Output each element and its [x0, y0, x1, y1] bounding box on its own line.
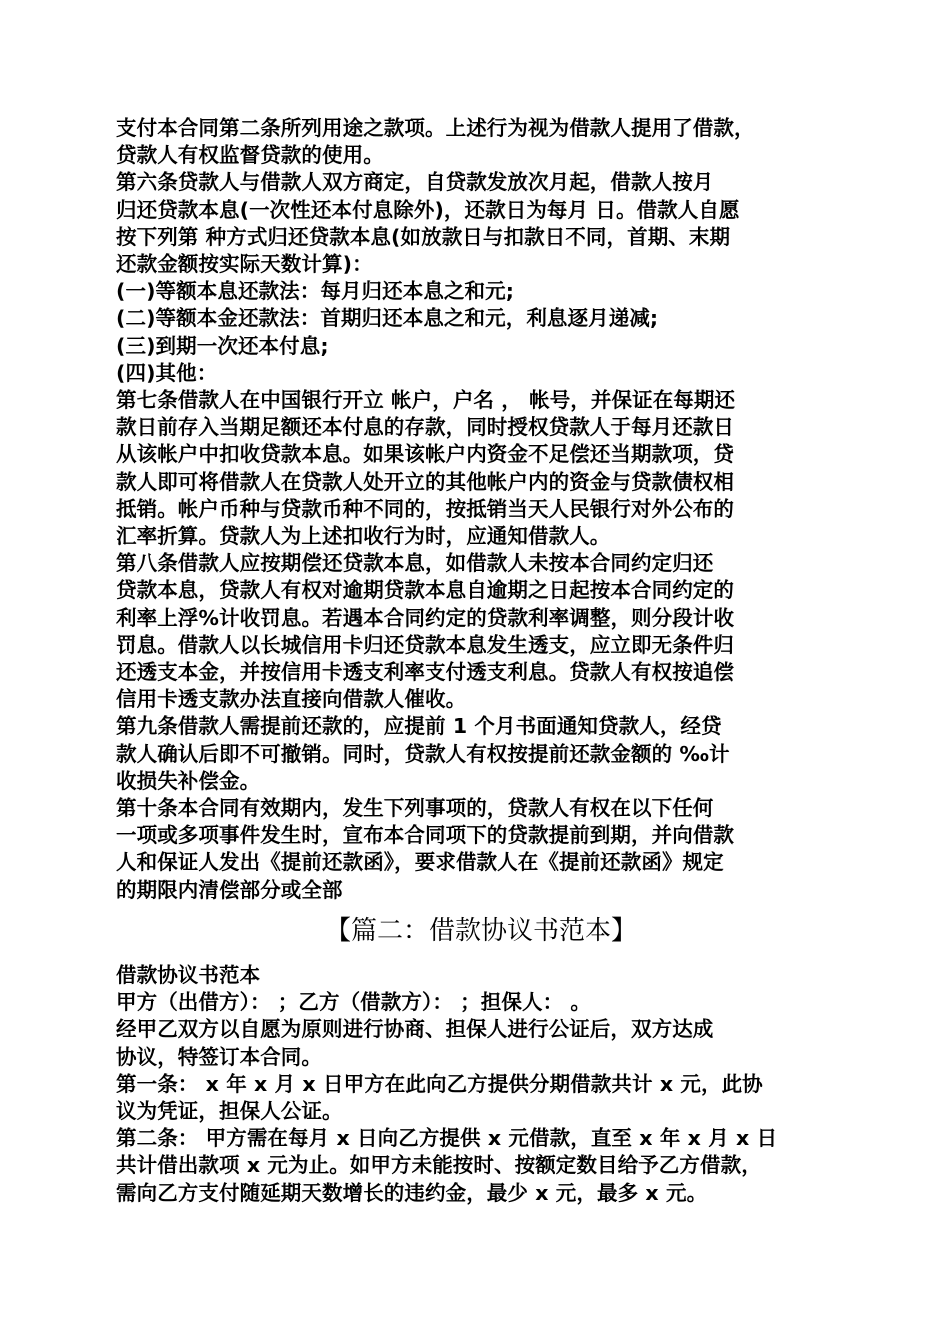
- text-line: 人和保证人发出《提前还款函》，要求借款人在《提前还款函》规定: [116, 850, 724, 875]
- text-line: 利率上浮%计收罚息。若遇本合同约定的贷款利率调整，则分段计收: [116, 605, 735, 630]
- text-line: 还透支本金，并按信用卡透支利率支付透支利息。贷款人有权按追偿: [116, 660, 734, 685]
- text-line: 需向乙方支付随延期天数增长的违约金，最少 x 元，最多 x 元。: [116, 1180, 708, 1205]
- text-line: 第七条借款人在中国银行开立 帐户，户名 ， 帐号，并保证在每期还: [116, 388, 736, 413]
- text-line: 款人确认后即不可撤销。同时，贷款人有权按提前还款金额的 ‰计: [116, 741, 730, 766]
- text-line: 共计借出款项 x 元为止。如甲方未能按时、按额定数目给予乙方借款，: [116, 1153, 762, 1178]
- text-line: 第八条借款人应按期偿还贷款本息，如借款人未按本合同约定归还: [116, 551, 714, 576]
- contract-clauses-section: [116, 115, 846, 904]
- text-line: 经甲乙双方以自愿为原则进行协商、担保人进行公证后，双方达成: [116, 1017, 714, 1042]
- text-line: (三)到期一次还本付息;: [116, 333, 329, 358]
- text-line: 第十条本合同有效期内，发生下列事项的，贷款人有权在以下任何: [116, 796, 714, 821]
- text-line: 按下列第 种方式归还贷款本息(如放款日与扣款日不同，首期、末期: [116, 224, 731, 249]
- text-line: 罚息。借款人以长城信用卡归还贷款本息发生透支，应立即无条件归: [116, 632, 734, 657]
- text-line: 第一条： x 年 x 月 x 日甲方在此向乙方提供分期借款共计 x 元，此协: [116, 1071, 763, 1096]
- text-line: 信用卡透支款办法直接向借款人催收。: [116, 687, 467, 712]
- text-line: 第六条贷款人与借款人双方商定，自贷款发放次月起，借款人按月: [116, 170, 714, 195]
- text-line: 支付本合同第二条所列用途之款项。上述行为视为借款人提用了借款，: [116, 116, 755, 140]
- text-line: 贷款本息，贷款人有权对逾期贷款本息自逾期之日起按本合同约定的: [116, 578, 734, 603]
- text-line: 款人即可将借款人在贷款人处开立的其他帐户内的资金与贷款债权相: [116, 469, 734, 494]
- text-line: 抵销。帐户币种与贷款币种不同的，按抵销当天人民银行对外公布的: [116, 496, 734, 521]
- text-line: 第九条借款人需提前还款的，应提前 1 个月书面通知贷款人，经贷: [116, 714, 722, 739]
- text-line: 协议，特签订本合同。: [116, 1044, 322, 1069]
- text-line: (二)等额本金还款法：首期归还本息之和元，利息逐月递减;: [116, 306, 659, 331]
- text-line: (一)等额本息还款法：每月归还本息之和元;: [116, 279, 515, 304]
- text-line: 一项或多项事件发生时，宣布本合同项下的贷款提前到期，并向借款: [116, 823, 734, 848]
- text-line: 还款金额按实际天数计算)：: [116, 252, 373, 277]
- text-line: 甲方（出借方）： ；乙方（借款方）： ；担保人： 。: [116, 990, 592, 1015]
- text-line: 从该帐户中扣收贷款本息。如果该帐户内资金不足偿还当期款项，贷: [116, 442, 734, 467]
- text-line: 归还贷款本息(一次性还本付息除外)，还款日为每月 日。借款人自愿: [116, 197, 740, 222]
- section-heading: 【篇二：借款协议书范本】: [324, 916, 637, 946]
- loan-agreement-section: [116, 962, 846, 1207]
- text-line: 贷款人有权监督贷款的使用。: [116, 143, 384, 168]
- text-line: 第二条： 甲方需在每月 x 日向乙方提供 x 元借款，直至 x 年 x 月 x 日: [116, 1126, 778, 1151]
- text-line: 议为凭证，担保人公证。: [116, 1099, 343, 1124]
- text-line: 的期限内清偿部分或全部: [116, 877, 343, 902]
- text-line: 汇率折算。贷款人为上述扣收行为时，应通知借款人。: [116, 524, 611, 549]
- text-line: 借款协议书范本: [116, 963, 261, 987]
- text-line: 收损失补偿金。: [116, 768, 261, 793]
- text-line: (四)其他：: [116, 360, 218, 385]
- text-line: 款日前存入当期足额还本付息的存款，同时授权贷款人于每月还款日: [116, 415, 734, 440]
